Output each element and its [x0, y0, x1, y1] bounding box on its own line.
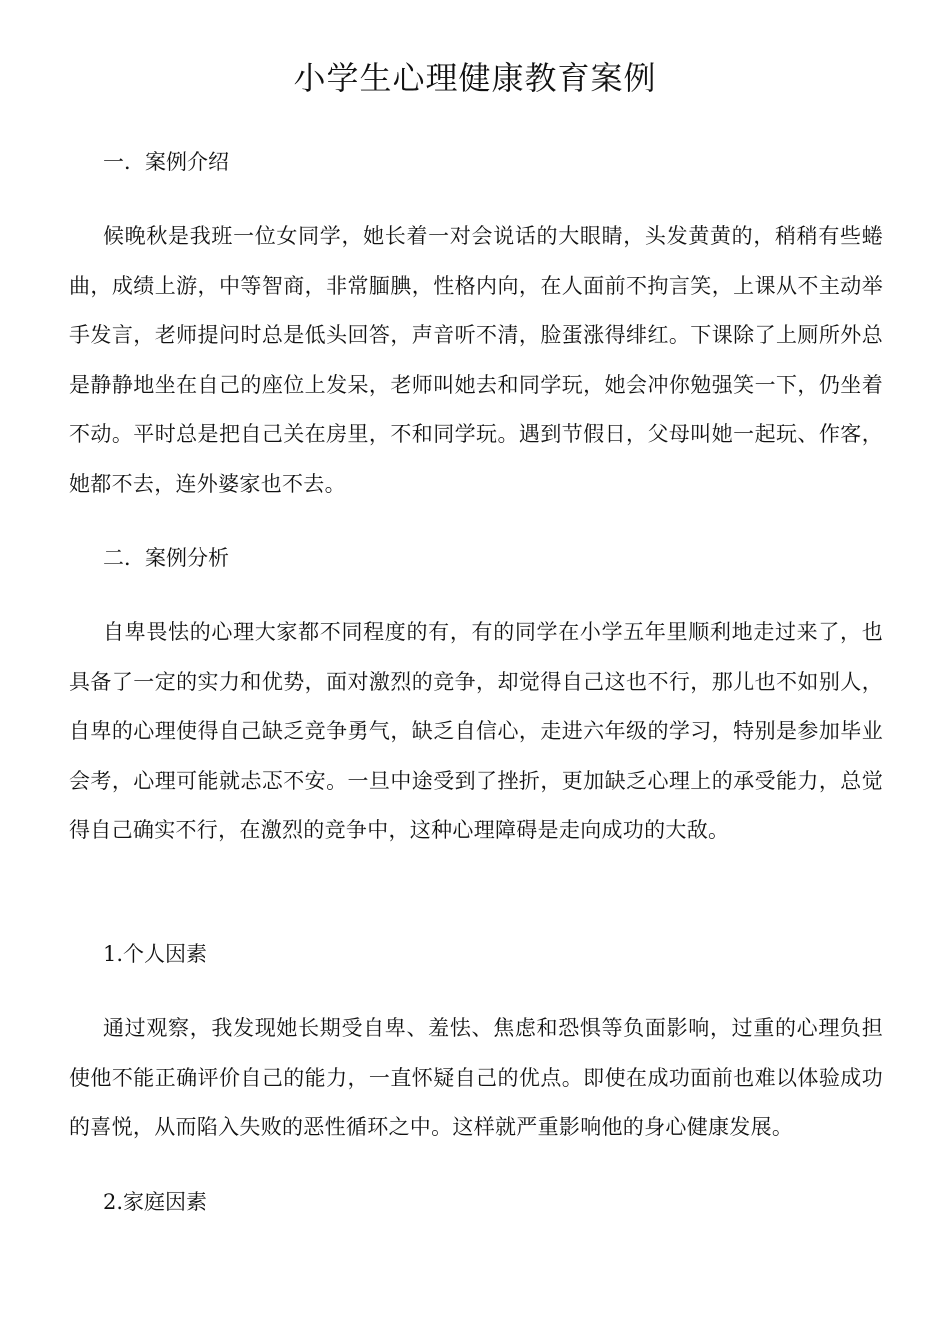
section-heading-family-factors: 2.家庭因素 [103, 1190, 208, 1214]
section-heading-case-intro: 一．案例介绍 [103, 150, 229, 174]
paragraph-case-analysis: 自卑畏怯的心理大家都不同程度的有，有的同学在小学五年里顺利地走过来了，也具备了一定的实力和优势，面对激烈的竞争，却觉得自己这也不行，那儿也不如别人，自卑的心理使得自己缺乏竞争勇气，缺乏自信心，走进六年级的学习，特别是参加毕业会考，心理可能就忐忑不安。一旦中途受到了挫折，更加缺乏心理上的承受能力，总觉得自己确实不行，在激烈的竞争中，这种心理障碍是走向成功的大敌。 [69, 620, 883, 842]
document-title: 小学生心理健康教育案例 [293, 59, 657, 97]
paragraph-case-intro: 候晚秋是我班一位女同学，她长着一对会说话的大眼睛，头发黄黄的，稍稍有些蜷曲，成绩上游，中等智商，非常腼腆，性格内向，在人面前不拘言笑，上课从不主动举手发言，老师提问时总是低头回答，声音听不清，脸蛋涨得绯红。下课除了上厕所外总是静静地坐在自己的座位上发呆，老师叫她去和同学玩，她会冲你勉强笑一下，仍坐着不动。平时总是把自己关在房里，不和同学玩。遇到节假日，父母叫她一起玩、作客，她都不去，连外婆家也不去。 [69, 224, 883, 496]
paragraph-personal-factors: 通过观察，我发现她长期受自卑、羞怯、焦虑和恐惧等负面影响，过重的心理负担使他不能正确评价自己的能力，一直怀疑自己的优点。即使在成功面前也难以体验成功的喜悦，从而陷入失败的恶性循环之中。这样就严重影响他的身心健康发展。 [69, 1016, 883, 1139]
section-heading-case-analysis: 二．案例分析 [103, 546, 229, 570]
section-heading-personal-factors: 1.个人因素 [103, 942, 208, 966]
